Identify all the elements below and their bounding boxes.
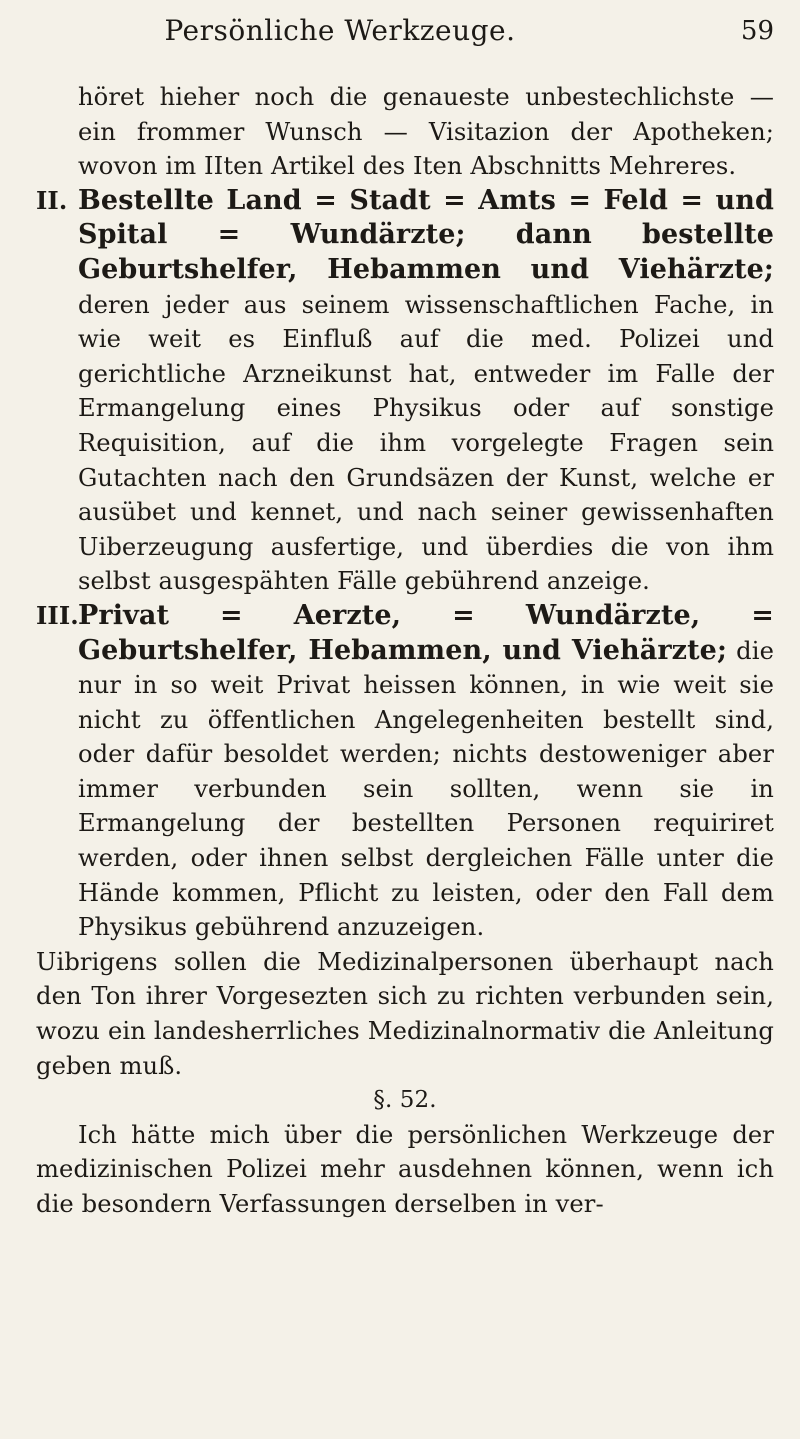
list-item-II	[36, 184, 774, 599]
item-text: die nur in so weit Privat heissen können, in wie weit sie nicht zu öffentlichen Angelegenheiten bestellt sind, oder dafür besoldet werden; nichts destoweniger aber immer verbunden sein sollten, wenn sie in Ermangelung der bestellten Personen requiriret werden, oder ihnen selbst dergleichen Fälle unter die Hände kommen, Pflicht zu leisten, oder den Fall dem Physikus gebührend anzuzeigen.	[78, 636, 774, 942]
running-head	[0, 14, 800, 58]
list-item-III	[36, 599, 774, 945]
item-text: deren jeder aus seinem wissenschaftlichen Fache, in wie weit es Einfluß auf die med. Polizei und gerichtliche Arzneikunst hat, entweder im Falle der Ermangelung eines Physikus oder auf sonstige Requisition, auf die ihm vorgelegte Fragen sein Gutachten nach den Grundsäzen der Kunst, welche er ausübet und kennet, und nach seiner gewissenhaften Uiberzeugung ausfertige, und überdies die von ihm selbst ausgespähten Fälle gebührend anzeige.	[78, 290, 774, 596]
item-number: II.	[36, 185, 68, 215]
paragraph-uibrigens: Uibrigens sollen die Medizinalpersonen überhaupt nach den Ton ihrer Vorgesezten sich zu richten verbunden sein, wozu ein landesherrliches Medizinalnormativ die Anleitung geben muß.	[36, 947, 774, 1080]
running-title: Persönliche Werkzeuge.	[164, 14, 516, 47]
paragraph-continuation: höret hieher noch die genaueste unbestechlichste — ein frommer Wunsch — Visitazion der Apotheken; wovon im IIten Artikel des Iten Abschnitts Mehreres.	[78, 83, 774, 181]
item-heading: Bestellte Land = Stadt = Amts = Feld = und Spital = Wundärzte; dann bestellte Geburtshelfer, Hebammen und Viehärzte;	[78, 184, 774, 285]
page-number: 59	[740, 16, 774, 46]
body-text	[36, 80, 774, 1222]
item-heading: Privat = Aerzte, = Wundärzte, = Geburtshelfer, Hebammen, und Viehärzte;	[78, 599, 774, 666]
section-heading: §. 52.	[373, 1087, 437, 1114]
item-number: III.	[36, 600, 79, 630]
paragraph-final: Ich hätte mich über die persönlichen Werkzeuge der medizinischen Polizei mehr ausdehnen können, wenn ich die besondern Verfassungen derselben in ver-	[36, 1120, 774, 1218]
